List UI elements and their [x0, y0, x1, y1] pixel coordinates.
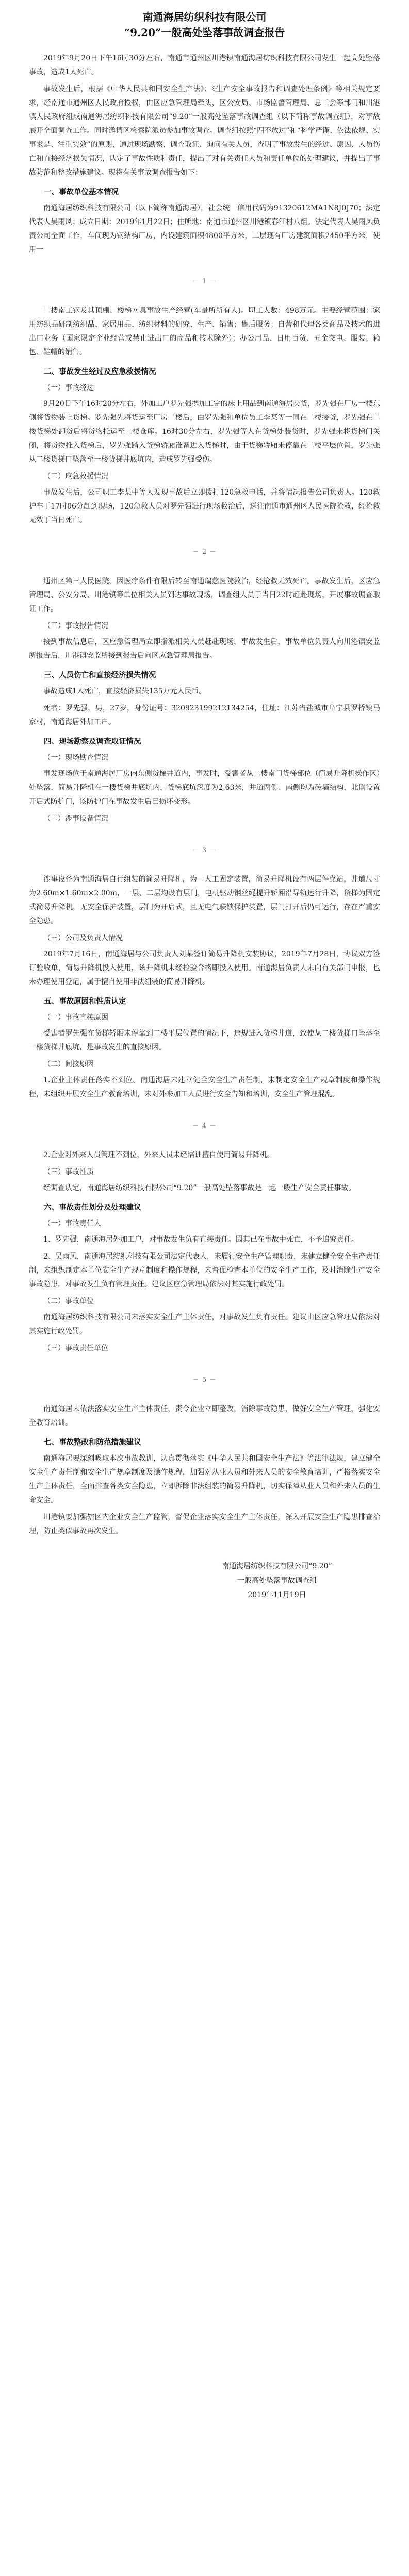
section-2-3-title: （三）事故报告情况 — [43, 622, 108, 630]
page2-top-paragraph: 二楼南工钢及其顶棚、楼梯网具事故生产经营(车量所所有人)。职工人数：498万元。主要经营范围：家用纺织品研制纺织品、家居用品、纺织材料的研究、生产、销售；售后服务；自营和代理各类商品及技术的进出口业务（国家限定企业经营或禁止进出口的商品和技术除外）；办公用品、日用百货、五金交电、服装、箱包、鞋帽的销售。 — [29, 307, 380, 357]
section-6-title: 六、事故责任划分及处理建议 — [44, 1203, 141, 1212]
section-2-2-paragraph: 事故发生后，公司职工李某中等人发现事故后立即拨打120急救电话，并将情况报告公司负责人。120救护车于17时06分赶到现场，120急救人员对罗先强进行现场救治后，送往南通市通州区人民医院抢救，经抢救无效于当日死亡。 — [29, 488, 380, 524]
page-break-5: － 5 － — [192, 1376, 217, 1384]
section-4-title: 四、现场勘察及调查取证情况 — [44, 737, 141, 746]
section-2-1-title: （一）事故经过 — [43, 384, 94, 392]
section-6-1-paragraph-2: 2、吴雨风，南通海居纺织科技有限公司法定代表人，未履行安全生产管理职责，未建立健全安全生产责任制，未组织制定本单位安全生产规章制度和操作规程，未督促检查本单位的安全生产工作，及时消除生产安全事故隐患，对事故发生负有管理责任。建议区应急管理局依法对其实施行政处罚。 — [29, 1252, 380, 1289]
section-5-3-title: （三）事故性质 — [43, 1168, 94, 1176]
section-4-2-title: （二）涉事设备情况 — [43, 815, 108, 823]
section-2-3-paragraph: 接到事故信息后，区应急管理局立即指派相关人员赶赴现场，事故发生后，事故单位负责人向川港镇安监所报告后，川港镇安监所接到报告后向区应急管理局报告。 — [29, 638, 380, 660]
document-org-title: 南通海居纺织科技有限公司 — [142, 11, 267, 23]
section-6-2-title: （二）事故单位 — [43, 1297, 94, 1306]
section-5-3-paragraph: 经调查认定，南通海居纺织科技有限公司“9.20”一般高处坠落事故是一起一般生产安全责任事故。 — [43, 1184, 356, 1192]
section-7-paragraph-2: 川港镇要加强辖区内企业安全生产监管，督促企业落实安全生产主体责任，深入开展安全生产隐患排查治理，防止类似事故再次发生。 — [29, 1513, 380, 1535]
section-5-2-paragraph-1: 1.企业主体责任落实不到位。南通海居未建立健全安全生产责任制，未制定安全生产规章制度和操作规程，未组织开展安全生产教育培训，未对外来加工人员进行安全告知和培训，安全生产管理混乱。 — [29, 1076, 380, 1098]
signature-block — [29, 1559, 344, 1602]
section-7-paragraph-1: 南通海居要深刻吸取本次事故教训，认真贯彻落实《中华人民共和国安全生产法》等法律法规，建立健全安全生产责任制和安全生产规章制度及操作规程，加强对从业人员和外来人员的安全教育培训，严格落实安全生产主体责任，全面排查各类安全隐患，立即拆除非法组装的简易升降机，切实保障从业人员和外来人员的生命安全。 — [29, 1454, 380, 1504]
section-4-2-paragraph: 涉事设备为南通海居自行组装的简易升降机，为一人工固定装置，简易升降机设有两层停靠站，井道尺寸为2.60m×1.60m×2.00m，一层、二层均设有层门，电机驱动钢丝绳提升轿厢沿导轨运行升降，货梯为固定式简易升降机，无安全保护装置，层门为开启式，且无电气联锁保护装置，层门打开后仍可运行，存在严重安全隐患。 — [29, 875, 380, 925]
section-5-title: 五、事故原因和性质认定 — [44, 997, 126, 1006]
section-6-3-title: （三）事故责任单位 — [43, 1344, 108, 1352]
section-2-2-title: （二）应急救援情况 — [43, 472, 108, 481]
intro-paragraph-2: 事故发生后，根据《中华人民共和国安全生产法》、《生产安全事故报告和调查处理条例》等相关规定要求，经南通市通州区人民政府授权，由区应急管理局牵头，区公安局、市场监督管理局、总工会等部门和川港镇人民政府组成南通海居纺织科技有限公司“9.20”一般高处坠落事故调查组（以下简称事故调查组），对事故展开全面调查工作。同时邀请区检察院派员参加事故调查。调查组按照“四不放过”和“科学严谨、依法依规、实事求是、注重实效”的原则，通过现场勘察、调查取证、询问有关人员，查明了事故发生的经过、原因、人员伤亡和直接经济损失情况，认定了事故性质和责任，提出了对有关责任人员和责任单位的处理建议，并提出了事故防范和整改措施建议。现将有关事故调查报告如下： — [29, 85, 380, 177]
section-5-1-title: （一）事故直接原因 — [43, 1013, 108, 1022]
section-7-title: 七、事故整改和防范措施建议 — [44, 1438, 141, 1447]
section-6-1-title: （一）事故责任人 — [43, 1219, 101, 1228]
section-3-paragraph-2: 死者：罗先强，男，27岁，身份证号：320923199212134254，住址：江苏省盐城市阜宁县罗桥镇马家村，南通海居外加工户。 — [29, 704, 380, 726]
section-5-2-paragraph-2: 2.企业对外来人员管理不到位，外来人员未经培训擅自使用简易升降机。 — [43, 1151, 274, 1159]
section-4-3-paragraph: 2019年7月16日，南通海居与公司负责人刘某签订简易升降机安装协议，2019年7月28日，协议双方签订验收单，简易升降机投入使用，该升降机未经检验合格即投入使用。南通海居负责人未向有关部门申报，也未办理使用登记，属于擅自使用非法组装的简易升降机。 — [29, 950, 380, 986]
section-6-3-paragraph: 南通海居未依法落实安全生产主体责任，责令企业立即整改，消除事故隐患，做好安全生产管理，强化安全教育培训。 — [29, 1405, 380, 1427]
section-4-3-title: （三）公司及负责人情况 — [43, 934, 123, 942]
page-break-2: － 2 － — [192, 548, 217, 556]
section-4-1-title: （一）现场勘查情况 — [43, 754, 108, 762]
section-6-1-paragraph-1: 1、罗先强，南通海居外加工户，对事故发生负有直接责任。因其已在事故中死亡，不予追究责任。 — [43, 1235, 358, 1244]
section-6-2-paragraph: 南通海居纺织科技有限公司未落实安全生产主体责任，对事故发生负有责任。建议由区应急管理局依法对其实施行政处罚。 — [29, 1313, 380, 1335]
signature-line-2: 一般高处坠落事故调查组 — [237, 1577, 317, 1585]
section-2-1-paragraph: 9月20日下午16时20分左右，外加工户罗先强携加工完的床上用品到南通海居交货，罗先强在厂房一楼东侧将货物装上货梯。罗先强先将货运至厂房二楼后，由罗先强和单位员工李某等一同在二楼接货，罗先强在二楼货梯处卸货后将货物托运至二楼仓库。16时30分左右，罗先强等人在货梯处装货时，罗先强未将货梯门关闭，将货物推入货梯后，罗先强踏入货梯轿厢准备进入货梯时，由于货梯轿厢未停靠在二楼平层位置，罗先强从二楼货梯口坠落至一楼货梯井底坑内，造成罗先强受伤。 — [29, 400, 380, 464]
section-2-title: 二、事故发生经过及应急救援情况 — [44, 367, 156, 376]
section-1-title: 一、事故单位基本情况 — [44, 188, 119, 196]
section-5-1-paragraph: 受害者罗先强在货梯轿厢未停靠到二楼平层位置的情况下，违规进入货梯井道，致使从二楼货梯口坠落至一楼货梯井底坑，是事故发生的直接原因。 — [29, 1029, 380, 1052]
page3-top-paragraph: 通州区第三人民医院。因医疗条件有限后转至南通瑞慈医院救治，经抢救无效死亡。事故发生后，区应急管理局、公安分局、川港镇等单位相关人员到达事故现场，调查组人员于当日22时赶赴现场，开展事故调查取证工作。 — [29, 577, 380, 613]
document-subtitle: “9.20”一般高处坠落事故调查报告 — [124, 26, 285, 39]
section-3-paragraph-1: 事故造成1人死亡，直接经济损失135万元人民币。 — [43, 687, 206, 696]
page-break-3: － 3 － — [192, 846, 217, 854]
page-break-1: － 1 － — [192, 278, 217, 285]
signature-line-1: 南通海居纺织科技有限公司“9.20” — [222, 1562, 332, 1570]
section-4-1-paragraph: 事发现场位于南通海居厂房内东侧货梯井道内，事发时，受害者从二楼南门货梯部位（简易升降机操作区）处坠落，简易升降机在一楼货梯井底坑内，货梯底坑深度为2.63米，井道两侧、南侧均为砖墙结构，北侧设置开启式防护门，该防护门在事故发生后已损坏变形。 — [29, 770, 380, 806]
intro-paragraph-1: 2019年9月20日下午16时30分左右，南通市通州区川港镇南通海居纺织科技有限公司发生一起高处坠落事故，造成1人死亡。 — [29, 54, 380, 76]
signature-date: 2019年11月19日 — [248, 1591, 306, 1599]
page-break-4: － 4 － — [192, 1122, 217, 1130]
section-1-paragraph: 南通海居纺织科技有限公司（以下简称南通海居），社会统一信用代码为91320612MA1N8J0J70；法定代表人吴雨风；成立日期：2019年1月22日；住所地：南通市通州区川港镇春江村八组。法定代表人吴雨风负责公司全面工作，车间现为钢结构厂房，内设建筑面积4800平方米，二层现有厂房建筑面积2450平方米，使用一 — [29, 204, 380, 254]
section-3-title: 三、人员伤亡和直接经济损失情况 — [44, 671, 156, 680]
section-5-2-title: （二）间接原因 — [43, 1060, 94, 1069]
